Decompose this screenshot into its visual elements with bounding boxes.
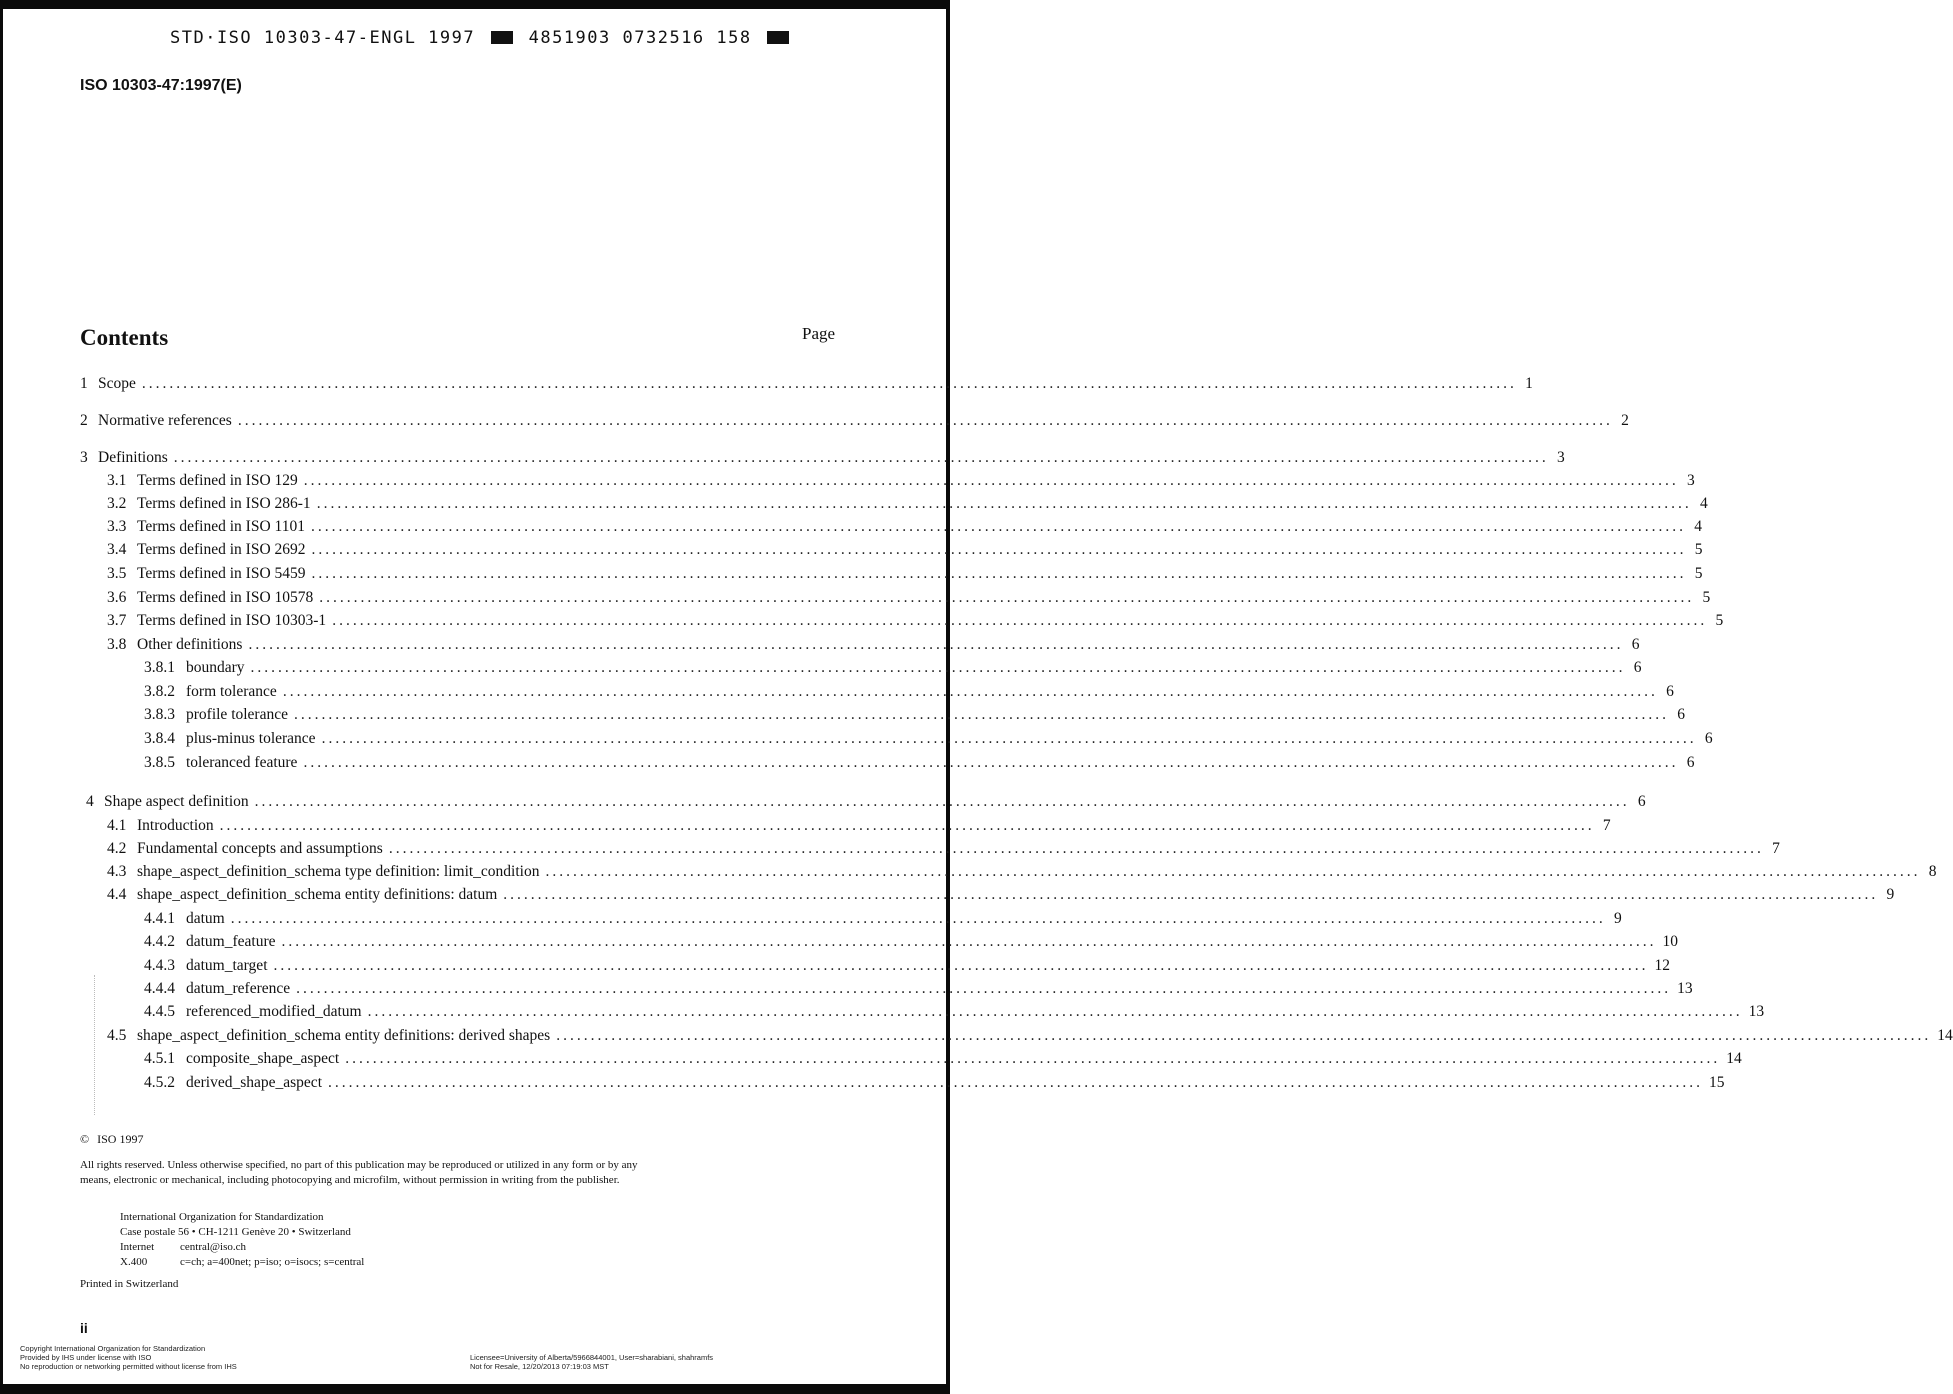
toc-entry-title: datum_feature [186,933,276,950]
toc-entry-number: 3.6 [107,589,127,606]
toc-entry-number: 3.7 [107,612,127,629]
toc-entry-page: 9 [1614,910,1622,927]
toc-entry-page: 5 [1694,541,1703,558]
copyright-line [80,1132,143,1147]
barcode-number-1: 4851903 [528,28,611,48]
toc-entry-page: 6 [1686,754,1695,771]
toc-entry-page: 1 [1525,375,1533,392]
toc-entry-number: 3.4 [107,541,127,558]
x400-value: c=ch; a=400net; p=iso; o=isocs; s=central [180,1256,365,1268]
page-column-label: Page [802,324,836,343]
ihs-copyright-line: Copyright International Organization for Standardization [20,1344,206,1353]
toc-entry [144,1003,1765,1023]
toc-entry-number: 4 [86,793,94,810]
rights-statement: All rights reserved. Unless otherwise specified, no part of this publication may be reproduced or utilized in any form or by any means, electronic or mechanical, including photocopying and microfilm, without permission in writing from the publisher. [80,1159,638,1186]
toc-entry [144,1050,1742,1070]
org-name: International Organization for Standardization [120,1211,324,1223]
toc-entry-title: toleranced feature [186,754,298,771]
document-id: ISO 10303-47:1997(E) [80,77,242,94]
toc-entry [80,375,1533,395]
toc-entry-title: Terms defined in ISO 286-1 [137,495,311,512]
toc-entry-title: Other definitions [137,636,243,653]
toc-entry-title: form tolerance [186,683,277,700]
toc-leader-dots: ........................................................................................................................................................................................................ [254,793,1630,810]
barcode-number-3: 158 [716,28,752,48]
toc-entry-title: Definitions [98,449,168,466]
toc-entry-number: 4.4.4 [144,980,175,997]
ihs-resale-line: Not for Resale, 12/20/2013 07:19:03 MST [470,1362,609,1371]
toc-entry-title: derived_shape_aspect [186,1074,322,1091]
toc-entry-page: 14 [1937,1027,1953,1044]
toc-entry-title: profile tolerance [186,706,288,723]
toc-entry-title: Introduction [137,817,214,834]
toc-entry [107,565,1703,585]
toc-entry-page: 9 [1886,886,1895,903]
toc-entry-page: 2 [1621,412,1629,429]
toc-entry-number: 3.2 [107,495,127,512]
toc-leader-dots: ........................................................................................................................................................................................................ [237,412,1613,429]
toc-entry-number: 4.4.1 [144,910,175,927]
toc-entry [80,412,1629,432]
contents-title: Contents [80,325,169,350]
x400-label: X.400 [120,1256,148,1268]
toc-entry-page: 4 [1699,495,1708,512]
toc-entry-number: 3.3 [107,518,127,535]
toc-entry-title: Terms defined in ISO 2692 [137,541,306,558]
toc-leader-dots: ........................................................................................................................................................................................................ [281,933,1657,950]
toc-entry [144,754,1695,774]
toc-leader-dots: ........................................................................................................................................................................................................ [173,449,1549,466]
toc-entry-number: 4.4.3 [144,957,175,974]
ihs-provided-line: Provided by IHS under license with ISO [20,1353,152,1362]
toc-entry-page: 6 [1631,636,1640,653]
toc-entry-page: 15 [1709,1074,1725,1091]
org-address: Case postale 56 • CH-1211 Genève 20 • Switzerland [120,1226,351,1238]
toc-entry-number: 4.5.2 [144,1074,175,1091]
ihs-reproduction-line: No reproduction or networking permitted without license from IHS [20,1362,237,1371]
toc-entry [107,472,1695,492]
toc-leader-dots: ........................................................................................................................................................................................................ [273,957,1649,974]
toc-entry-page: 12 [1654,957,1670,974]
toc-entry [107,840,1780,860]
toc-entry-number: 4.5.1 [144,1050,175,1067]
toc-entry-title: Terms defined in ISO 1101 [137,518,305,535]
toc-entry-page: 6 [1704,730,1713,747]
toc-entry-page: 6 [1677,706,1685,723]
toc-entry-page: 7 [1602,817,1611,834]
copyright-symbol: © [80,1132,90,1146]
toc-leader-dots: ........................................................................................................................................................................................................ [321,730,1697,747]
toc-entry-title: Terms defined in ISO 10303-1 [137,612,327,629]
printed-in: Printed in Switzerland [80,1278,179,1290]
toc-entry-title: composite_shape_aspect [186,1050,340,1067]
toc-entry [144,957,1670,977]
toc-entry [107,863,1937,883]
toc-leader-dots: ........................................................................................................................................................................................................ [303,754,1679,771]
toc-entry-number: 4.2 [107,840,127,857]
internet-label: Internet [120,1241,155,1253]
toc-entry-number: 3.1 [107,472,127,489]
toc-entry-title: datum_target [186,957,268,974]
toc-entry-number: 1 [80,375,88,392]
toc-entry [80,449,1565,469]
toc-entry [144,910,1622,930]
toc-leader-dots: ........................................................................................................................................................................................................ [248,636,1624,653]
toc-leader-dots: ........................................................................................................................................................................................................ [332,612,1708,629]
organization-address [120,1210,364,1270]
toc-entry-page: 3 [1687,472,1695,489]
toc-entry-page: 6 [1666,683,1674,700]
toc-leader-dots: ........................................................................................................................................................................................................ [141,375,1517,392]
toc-entry-page: 7 [1772,840,1780,857]
toc-entry-number: 3.5 [107,565,127,582]
toc-entry-number: 4.4.5 [144,1003,175,1020]
toc-entry-page: 13 [1677,980,1693,997]
toc-entry-number: 4.5 [107,1027,127,1044]
toc-leader-dots: ........................................................................................................................................................................................................ [230,910,1606,927]
toc-leader-dots: ........................................................................................................................................................................................................ [316,495,1692,512]
toc-leader-dots: ........................................................................................................................................................................................................ [311,565,1687,582]
internet-value: central@iso.ch [180,1241,247,1253]
toc-entry-number: 3.8.5 [144,754,175,771]
toc-entry-number: 4.4.2 [144,933,175,950]
toc-entry-title: Terms defined in ISO 5459 [137,565,306,582]
toc-leader-dots: ........................................................................................................................................................................................................ [303,472,1679,489]
toc-entry-title: datum [186,910,225,927]
toc-entry-page: 13 [1748,1003,1765,1020]
toc-entry [144,683,1674,703]
scan-artifact-line [94,975,95,1115]
toc-entry [107,495,1708,515]
toc-entry [144,730,1713,750]
toc-entry-page: 6 [1633,659,1642,676]
x400-row [120,1255,364,1270]
toc-entry [107,541,1703,561]
std-code: STD·ISO 10303-47-ENGL 1997 [170,28,476,48]
scan-border-bottom [0,1384,950,1394]
toc-entry-title: Scope [98,375,136,392]
toc-entry-title: Shape aspect definition [104,793,249,810]
toc-entry [107,636,1640,656]
toc-leader-dots: ........................................................................................................................................................................................................ [545,863,1921,880]
toc-leader-dots: ........................................................................................................................................................................................................ [311,541,1687,558]
toc-leader-dots: ........................................................................................................................................................................................................ [556,1027,1932,1044]
toc-entry-title: Fundamental concepts and assumptions [137,840,383,857]
toc-entry [144,659,1642,679]
toc-entry-title: shape_aspect_definition_schema entity definitions: derived shapes [137,1027,551,1044]
toc-entry [144,933,1679,953]
toc-entry-number: 3.8.1 [144,659,175,676]
toc-entry-title: datum_reference [186,980,291,997]
toc-leader-dots: ........................................................................................................................................................................................................ [367,1003,1743,1020]
toc-entry [107,1027,1953,1047]
toc-entry-page: 5 [1702,589,1711,606]
toc-entry-page: 6 [1637,793,1646,810]
toc-entry [107,589,1711,609]
toc-entry-page: 3 [1557,449,1565,466]
toc-entry-title: Terms defined in ISO 129 [137,472,298,489]
toc-entry [107,518,1702,538]
toc-leader-dots: ........................................................................................................................................................................................................ [388,840,1764,857]
barcode-number-2: 0732516 [622,28,705,48]
toc-entry-number: 3 [80,449,88,466]
toc-entry-title: plus-minus tolerance [186,730,316,747]
toc-entry-number: 3.8 [107,636,127,653]
toc-leader-dots: ........................................................................................................................................................................................................ [293,706,1669,723]
toc-leader-dots: ........................................................................................................................................................................................................ [345,1050,1721,1067]
toc-entry-title: referenced_modified_datum [186,1003,362,1020]
toc-entry [86,793,1646,813]
toc-entry-title: Normative references [98,412,232,429]
toc-entry-title: Terms defined in ISO 10578 [137,589,314,606]
toc-leader-dots: ........................................................................................................................................................................................................ [310,518,1686,535]
toc-leader-dots: ........................................................................................................................................................................................................ [503,886,1879,903]
toc-entry [107,612,1724,632]
toc-leader-dots: ........................................................................................................................................................................................................ [219,817,1595,834]
toc-entry [144,1074,1725,1094]
toc-entry-page: 5 [1715,612,1724,629]
toc-entry-title: boundary [186,659,245,676]
copyright-text: ISO 1997 [97,1132,144,1146]
toc-entry-number: 4.1 [107,817,127,834]
toc-entry-number: 3.8.2 [144,683,175,700]
toc-entry-page: 10 [1662,933,1679,950]
toc-entry-number: 3.8.4 [144,730,175,747]
toc-entry-title: shape_aspect_definition_schema type definition: limit_condition [137,863,540,880]
toc-entry [144,980,1693,1000]
toc-entry [107,886,1895,906]
toc-leader-dots: ........................................................................................................................................................................................................ [319,589,1695,606]
page-folio: ii [80,1320,88,1336]
toc-entry-title: shape_aspect_definition_schema entity definitions: datum [137,886,498,903]
toc-entry-number: 4.4 [107,886,127,903]
ihs-footer-left [20,1344,237,1371]
toc-entry-page: 5 [1694,565,1703,582]
ihs-footer-right [470,1353,713,1371]
toc-entry-number: 4.3 [107,863,127,880]
toc-entry-page: 8 [1928,863,1937,880]
toc-leader-dots: ........................................................................................................................................................................................................ [282,683,1658,700]
internet-row [120,1240,364,1255]
toc-entry-page: 14 [1726,1050,1742,1067]
toc-entry-number: 2 [80,412,88,429]
toc-entry-number: 3.8.3 [144,706,175,723]
ihs-licensee-line: Licensee=University of Alberta/5966844001, User=sharabiani, shahramfs [470,1353,714,1362]
toc-entry [107,817,1611,837]
toc-entry [144,706,1685,726]
toc-leader-dots: ........................................................................................................................................................................................................ [296,980,1672,997]
toc-leader-dots: ........................................................................................................................................................................................................ [328,1074,1703,1091]
toc-entry-page: 4 [1694,518,1702,535]
toc-leader-dots: ........................................................................................................................................................................................................ [250,659,1626,676]
